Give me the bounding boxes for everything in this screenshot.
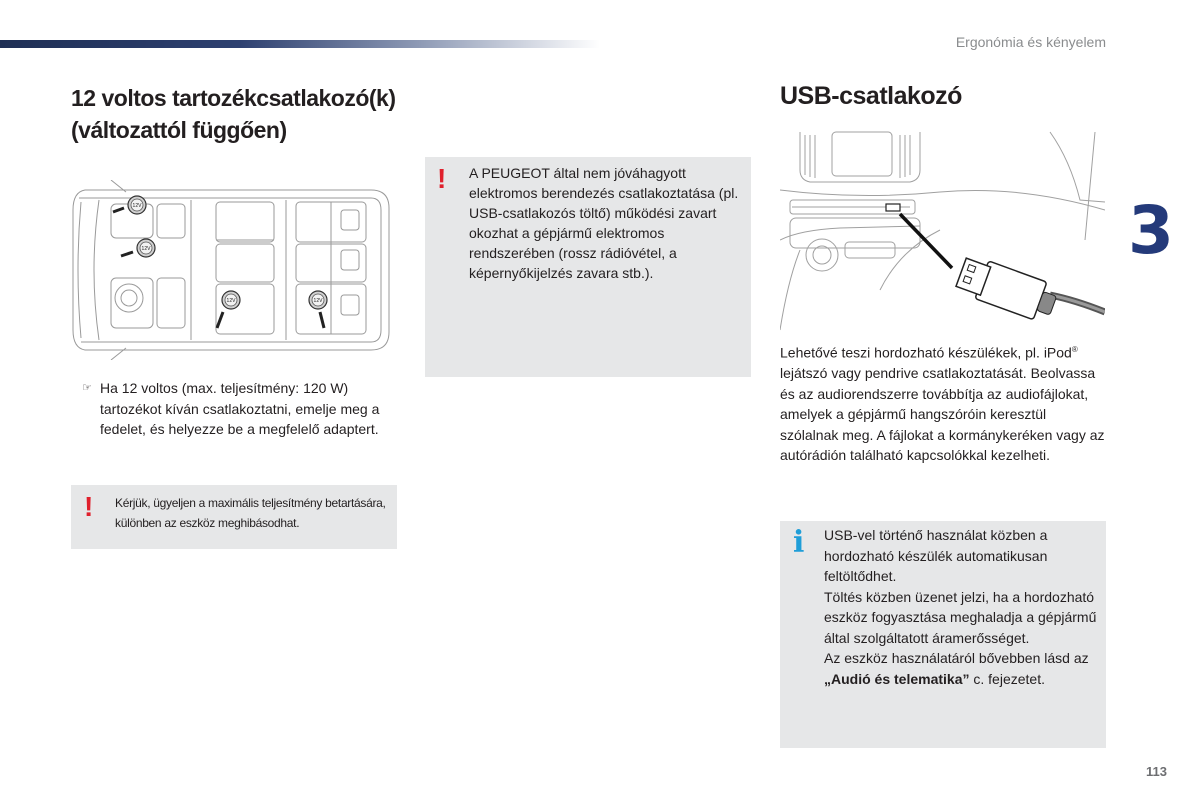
max-power-warning-box — [71, 485, 397, 549]
info-line-2: Töltés közben üzenet jelzi, ha a hordozható eszköz fogyasztása meghaladja a gépjármű által szolgáltatott áramerősséget. — [824, 588, 1097, 646]
unapproved-device-warning-box — [425, 157, 751, 377]
usb-charging-info-text — [824, 525, 1099, 689]
usb-description — [780, 340, 1108, 466]
page-number: 113 — [1146, 764, 1167, 779]
usb-section-title: USB-csatlakozó — [780, 82, 962, 110]
svg-text:12V: 12V — [313, 298, 323, 304]
usb-description-part1: Lehetővé teszi hordozható készülékek, pl. iPod — [780, 344, 1072, 361]
vehicle-top-view-illustration — [71, 180, 392, 360]
registered-mark: ® — [1071, 345, 1078, 354]
dashboard-usb-diagram — [780, 130, 1105, 332]
usb-description-part2: lejátszó vagy pendrive csatlakoztatását. Beolvassa és az audiorendszerre továbbítja az audiofájlokat, amelyek a gépjármű hangszóróin keresztül szólalnak meg. A fájlokat a kormánykeréken vagy az autórádión található kapcsolókkal kezelheti. — [780, 365, 1105, 464]
info-line-1: USB-vel történő használat közben a hordozható készülék automatikusan feltöltődhet. — [824, 527, 1048, 584]
van-interior-diagram — [71, 180, 392, 360]
info-line-3-pre: Az eszköz használatáról bővebben lásd az — [824, 650, 1089, 666]
usb-port-illustration — [780, 130, 1105, 332]
svg-text:12V: 12V — [226, 298, 236, 304]
svg-text:12V: 12V — [141, 246, 151, 252]
pointing-hand-icon: ☞ — [82, 382, 92, 394]
connect-instruction — [82, 378, 392, 440]
max-power-warning-text: Kérjük, ügyeljen a maximális teljesítmény betartására, különben az eszköz meghibásodhat. — [115, 496, 386, 530]
warning-exclamation-icon: ! — [84, 491, 94, 522]
title-line-1: 12 voltos tartozékcsatlakozó(k) — [71, 85, 396, 111]
section-title: Ergonómia és kényelem — [955, 34, 1106, 50]
unapproved-device-warning-text: A PEUGEOT által nem jóváhagyott elektromos berendezés csatlakoztatása (pl. USB-csatlakozós töltő) működési zavart okozhat a gépjármű elektromos rendszerében (rossz rádióvétel, a képernyőkijelzés zavara stb.). — [469, 165, 739, 281]
accessory-socket-title — [71, 82, 451, 146]
socket-icons — [113, 196, 327, 328]
chapter-number: 3 — [1128, 192, 1172, 269]
svg-text:12V: 12V — [132, 203, 142, 209]
connect-instruction-text: Ha 12 voltos (max. teljesítmény: 120 W) tartozékot kíván csatlakoztatni, emelje meg a fedelet, és helyezze be a megfelelő adaptert. — [100, 380, 380, 437]
header-gradient-bar — [0, 40, 600, 48]
warning-exclamation-icon: ! — [437, 163, 447, 194]
info-icon: i — [793, 525, 805, 560]
audio-telematics-reference: „Audió és telematika” — [824, 670, 970, 687]
info-line-3-post: c. fejezetet. — [969, 670, 1045, 687]
info-line-3 — [824, 648, 1099, 689]
title-line-2: (változattól függően) — [71, 117, 287, 143]
usb-charging-info-box — [780, 521, 1106, 748]
